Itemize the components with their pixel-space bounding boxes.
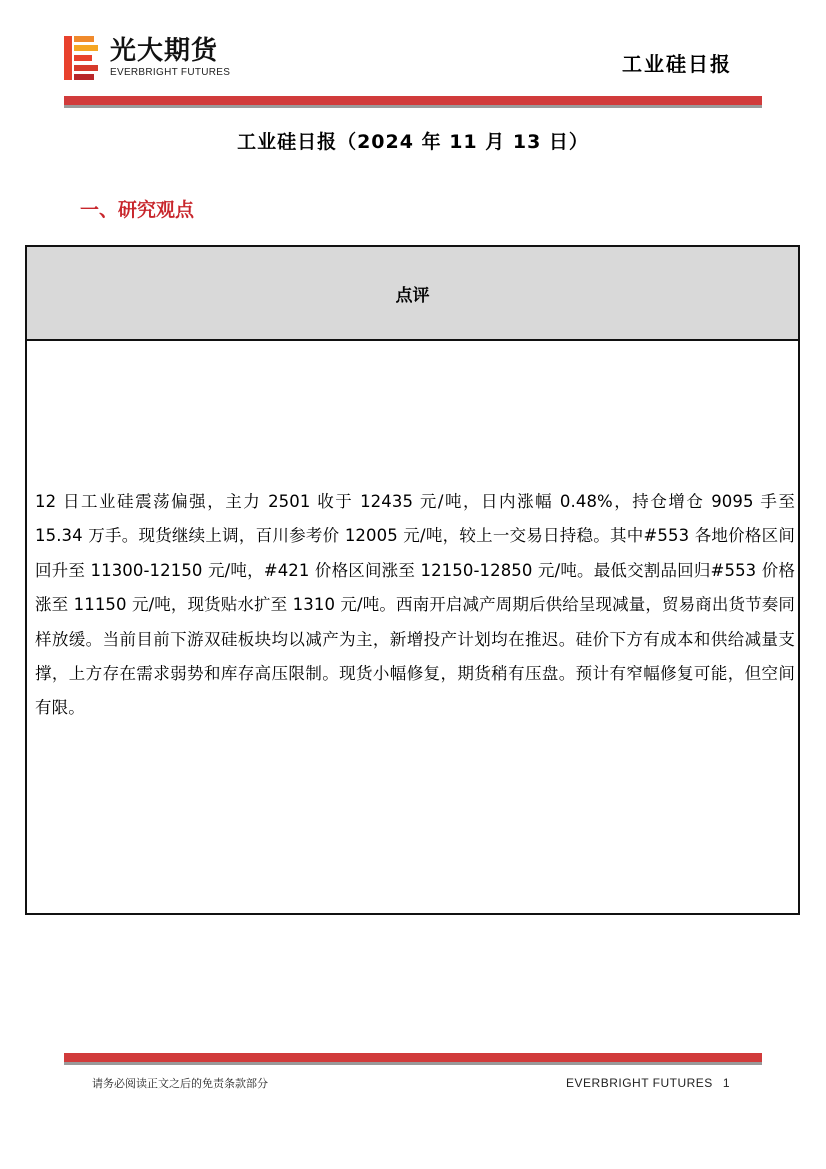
comment-text: 12 日工业硅震荡偏强，主力 2501 收于 12435 元/吨，日内涨幅 0.48%，持仓增仓 9095 手至 15.34 万手。现货继续上调，百川参考价 12005 元/吨，较上一交易日持稳。其中#553 各地价格区间回升至 11300-12150 元/吨，#421 价格区间涨至 12150-12850 元/吨。最低交割品回归#553 价格涨至 11150 元/吨，现货贴水扩至 1310 元/吨。西南开启减产周期后供给呈现减量，贸易商出货节奏同样放缓。当前目前下游双硅板块均以减产为主，新增投产计划均在推迟。硅价下方有成本和供给减量支撑，上方存在需求弱势和库存高压限制。现货小幅修复，期货稍有压盘。预计有窄幅修复可能，但空间有限。: [35, 492, 795, 718]
logo-english-name: EVERBRIGHT FUTURES: [110, 67, 231, 78]
header-divider: [64, 96, 762, 105]
comment-table-header: [27, 247, 798, 341]
comment-table: [25, 245, 800, 915]
comment-table-header-label: 点评: [395, 285, 430, 306]
footer-divider: [64, 1053, 762, 1062]
logo-chinese-name: 光大期货: [110, 36, 219, 66]
page-number: 1: [722, 1076, 730, 1090]
everbright-logo-icon: [64, 36, 98, 80]
company-logo: [64, 36, 244, 82]
footer-disclaimer: 请务必阅读正文之后的免责条款部分: [92, 1077, 268, 1090]
document-title: 工业硅日报（2024 年 11 月 13 日）: [237, 131, 589, 153]
report-type-title: 工业硅日报: [622, 52, 732, 76]
footer-company: [566, 1076, 730, 1090]
section-heading: 一、研究观点: [80, 199, 195, 221]
footer-company-name: EVERBRIGHT FUTURES: [566, 1076, 713, 1090]
